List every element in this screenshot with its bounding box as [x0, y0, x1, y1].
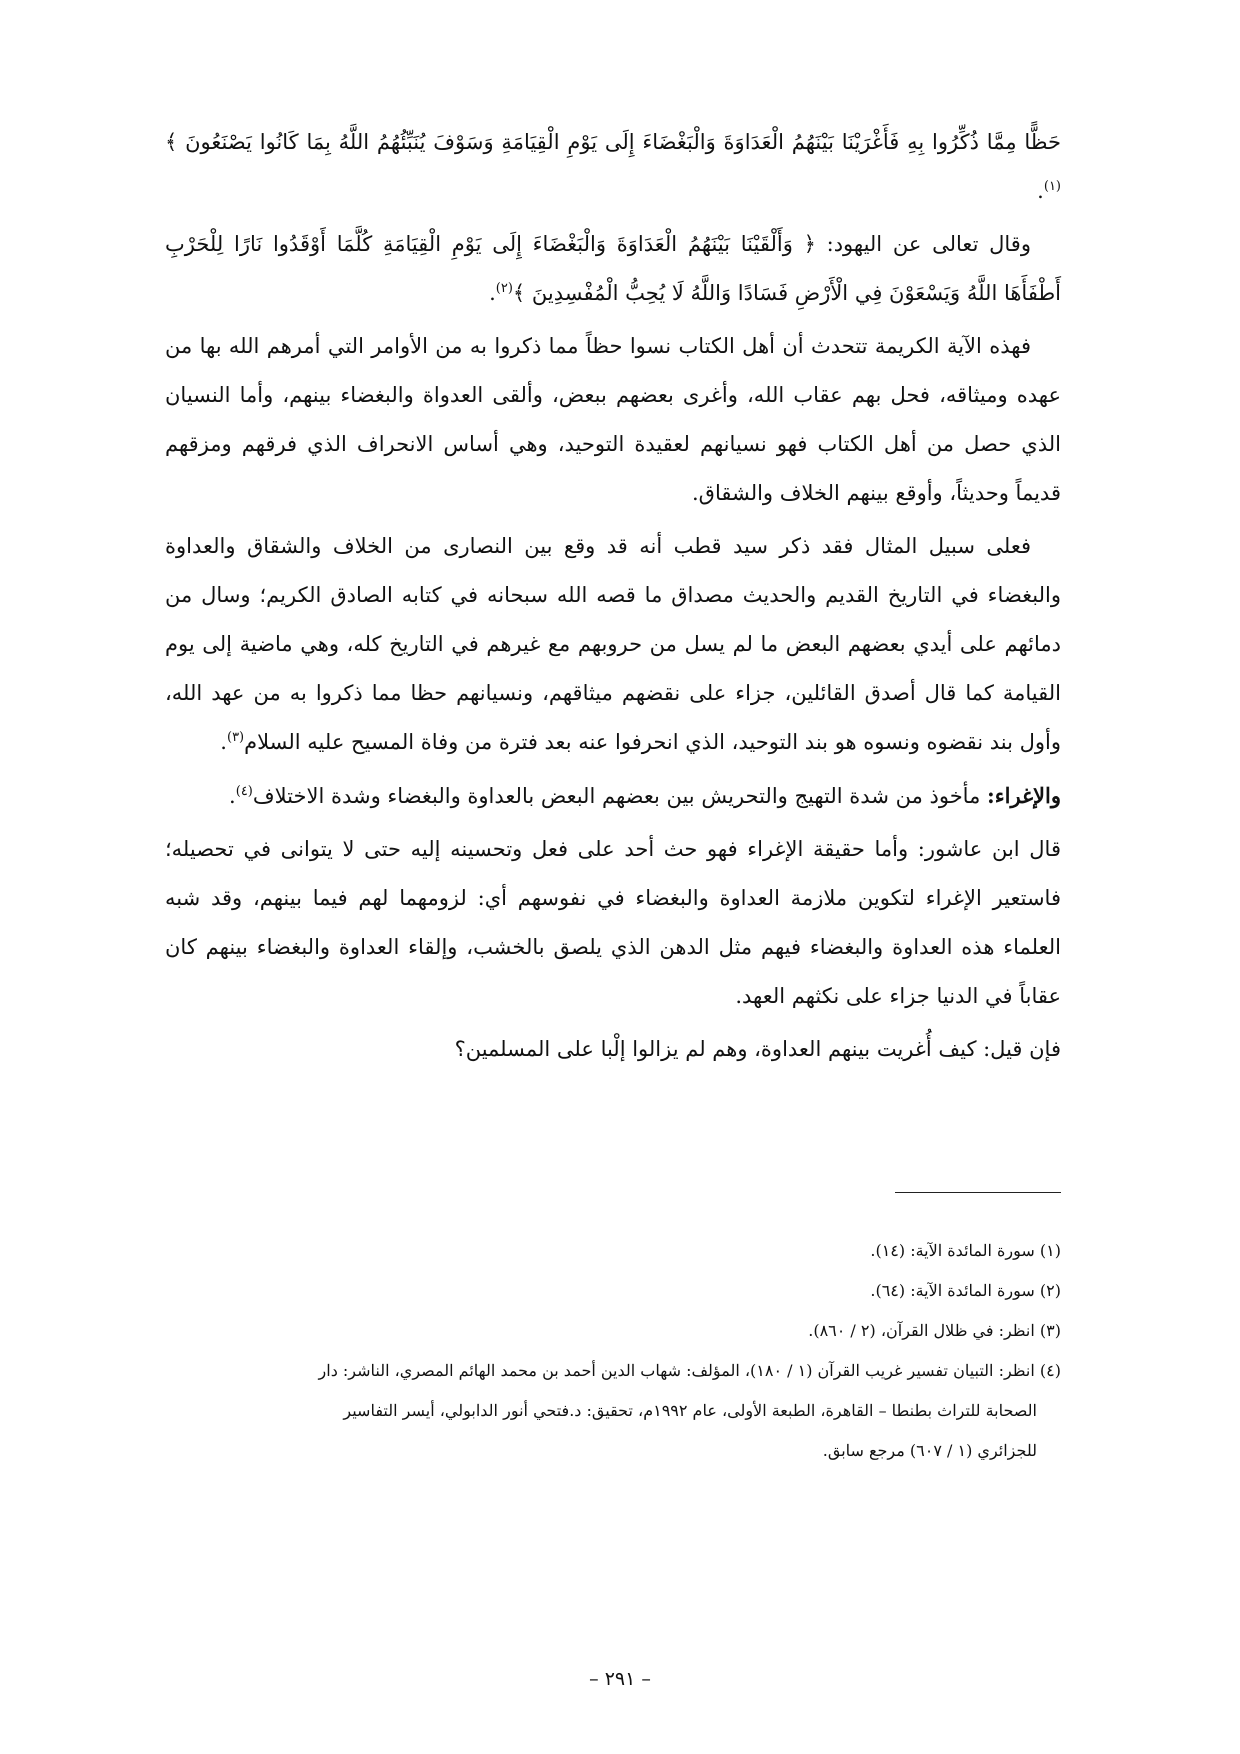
paragraph-question — [165, 1025, 1061, 1074]
footnote-ref: (١) — [1043, 179, 1061, 194]
paragraph-ighra-definition: والإغراء: مأخوذ من شدة التهيج والتحريش بين بعضهم البعض بالعداوة والبغضاء وشدة الاختلاف$^{(٤)}$. — [229, 783, 1061, 808]
paragraph-text: مأخوذ من شدة التهيج والتحريش بين بعضهم البعض بالعداوة والبغضاء وشدة الاختلاف — [252, 784, 988, 808]
page-number: – ٢٩١ – — [589, 1668, 651, 1690]
footnotes — [165, 1232, 1061, 1472]
paragraph-quran-ending: حَظًّا مِمَّا ذُكِّرُوا بِهِ فَأَغْرَيْنَا بَيْنَهُمُ الْعَدَاوَةَ وَالْبَغْضَاءَ إِلَى يَوْمِ الْقِيَامَةِ وَسَوْفَ يُنَبِّئُهُمُ اللَّهُ بِمَا كَانُوا يَصْنَعُونَ ﴾$^{(١)}$. — [165, 130, 1061, 203]
paragraph-text: فعلى سبيل المثال فقد ذكر سيد قطب أنه قد وقع بين النصارى من الخلاف والشقاق والعداوة والبغضاء في التاريخ القديم والحديث مصداق ما قصه الله سبحانه في كتابه الصادق الكريم؛ وسال من دمائهم على أيدي بعضهم البعض ما لم يسل من حروبهم مع غيرهم في التاريخ كله، وهي ماضية إلى يوم القيامة كما قال أصدق القائلين، جزاء على نقضهم ميثاقهم، ونسيانهم حظا مما ذكروا به من عهد الله، وأول بند نقضوه ونسوه هو بند التوحيد، الذي انحرفوا عنه بعد فترة من وفاة المسيح عليه السلام — [165, 534, 1061, 754]
paragraph-sayyid-qutb: فعلى سبيل المثال فقد ذكر سيد قطب أنه قد وقع بين النصارى من الخلاف والشقاق والعداوة والبغضاء في التاريخ القديم والحديث مصداق ما قصه الله سبحانه في كتابه الصادق الكريم؛ وسال من دمائهم على أيدي بعضهم البعض ما لم يسل من حروبهم مع غيرهم في التاريخ كله، وهي ماضية إلى يوم القيامة كما قال أصدق القائلين، جزاء على نقضهم ميثاقهم، ونسيانهم حظا مما ذكروا به من عهد الله، وأول بند نقضوه ونسوه هو بند التوحيد، الذي انحرفوا عنه بعد فترة من وفاة المسيح عليه السلام$^{(٣)}$. — [165, 534, 1061, 754]
body-text — [165, 118, 1061, 1078]
footnote-4-continued: الصحابة للتراث بطنطا – القاهرة، الطبعة الأولى، عام ١٩٩٢م، تحقيق: د.فتحي أنور الدابولي، أيسر التفاسير — [343, 1401, 1037, 1420]
footnote-separator — [895, 1192, 1061, 1193]
paragraph-explanation — [165, 322, 1061, 518]
footnote-ref: (٣) — [226, 730, 245, 745]
paragraph-text: فإن قيل: كيف أُغريت بينهم العداوة، وهم لم يزالوا إلْبا على المسلمين؟ — [454, 1037, 1061, 1061]
footnote-ref: (٤) — [235, 784, 253, 799]
footnote-1: (١) سورة المائدة الآية: (١٤). — [870, 1241, 1061, 1260]
footnote-ref: (٢) — [495, 281, 513, 296]
paragraph-text: وقال تعالى عن اليهود: ﴿ وَأَلْقَيْنَا بَيْنَهُمُ الْعَدَاوَةَ وَالْبَغْضَاءَ إِلَى يَوْمِ الْقِيَامَةِ كُلَّمَا أَوْقَدُوا نَارًا لِلْحَرْبِ أَطْفَأَهَا اللَّهُ وَيَسْعَوْنَ فِي الْأَرْضِ فَسَادًا وَاللَّهُ لَا يُحِبُّ الْمُفْسِدِينَ ﴾ — [165, 232, 1061, 305]
paragraph-ibn-ashur — [165, 825, 1061, 1021]
footnote-3: (٣) انظر: في ظلال القرآن، (٢ / ٨٦٠). — [808, 1321, 1061, 1340]
paragraph-text: حَظًّا مِمَّا ذُكِّرُوا بِهِ فَأَغْرَيْنَا بَيْنَهُمُ الْعَدَاوَةَ وَالْبَغْضَاءَ إِلَى يَوْمِ الْقِيَامَةِ وَسَوْفَ يُنَبِّئُهُمُ اللَّهُ بِمَا كَانُوا يَصْنَعُونَ ﴾ — [165, 130, 1061, 154]
footnote-4-continued-2: للجزائري (١ / ٦٠٧) مرجع سابق. — [822, 1441, 1037, 1460]
footnote-2: (٢) سورة المائدة الآية: (٦٤). — [870, 1281, 1061, 1300]
paragraph-text: فهذه الآية الكريمة تتحدث أن أهل الكتاب نسوا حظاً مما ذكروا به من الأوامر التي أمرهم الله بها من عهده وميثاقه، فحل بهم عقاب الله، وأغرى بعضهم ببعض، وألقى العدواة والبغضاء بينهم، وأما النسيان الذي حصل من أهل الكتاب فهو نسيانهم لعقيدة التوحيد، وهي أساس الانحراف الذي فرقهم ومزقهم قديماً وحديثاً، وأوقع بينهم الخلاف والشقاق. — [165, 334, 1061, 505]
term-heading: والإغراء: — [987, 783, 1061, 808]
paragraph-text: قال ابن عاشور: وأما حقيقة الإغراء فهو حث أحد على فعل وتحسينه إليه حتى لا يتوانى في تحصيله؛ فاستعير الإغراء لتكوين ملازمة العداوة والبغضاء في نفوسهم أي: لزومهما لهم فيما بينهم، وقد شبه العلماء هذه العداوة والبغضاء فيهم مثل الدهن الذي يلصق بالخشب، وإلقاء العداوة والبغضاء بينهم كان عقاباً في الدنيا جزاء على نكثهم العهد. — [165, 837, 1061, 1008]
paragraph-jews-verse: وقال تعالى عن اليهود: ﴿ وَأَلْقَيْنَا بَيْنَهُمُ الْعَدَاوَةَ وَالْبَغْضَاءَ إِلَى يَوْمِ الْقِيَامَةِ كُلَّمَا أَوْقَدُوا نَارًا لِلْحَرْبِ أَطْفَأَهَا اللَّهُ وَيَسْعَوْنَ فِي الْأَرْضِ فَسَادًا وَاللَّهُ لَا يُحِبُّ الْمُفْسِدِينَ ﴾$^{(٢)}$. — [165, 232, 1061, 305]
footnote-4: (٤) انظر: التبيان تفسير غريب القرآن (١ / ١٨٠)، المؤلف: شهاب الدين أحمد بن محمد الهائم المصري، الناشر: دار — [318, 1361, 1061, 1380]
